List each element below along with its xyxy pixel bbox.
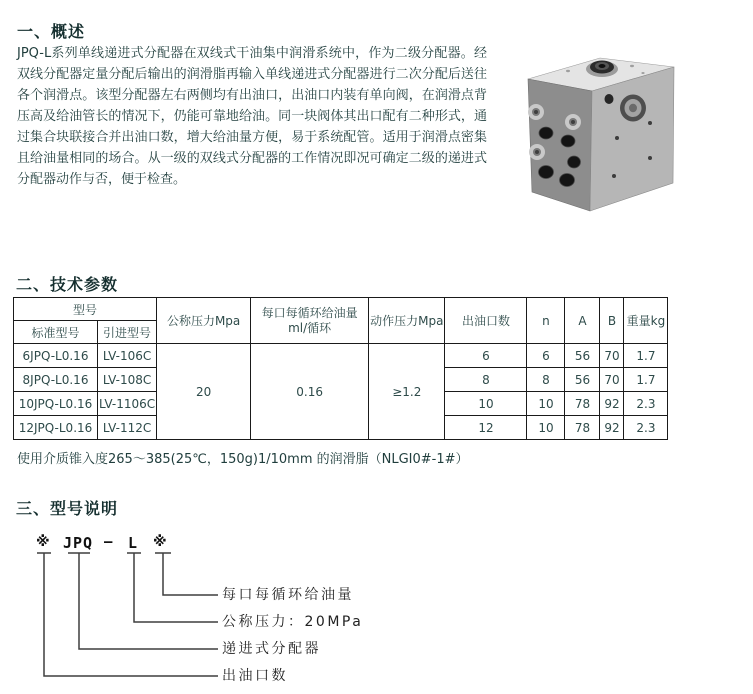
formula-suffix: L [128, 534, 139, 552]
formula-dash: – [104, 534, 113, 550]
block-right-face [590, 67, 674, 211]
cell-weight: 2.3 [624, 392, 668, 416]
cell-a: 78 [565, 416, 600, 440]
cell-b: 92 [600, 392, 624, 416]
col-model-group: 型号 [14, 298, 157, 321]
callout-outlet-count: 出油口数 [222, 668, 288, 684]
cell-b: 70 [600, 344, 624, 368]
col-weight: 重量kg [624, 298, 668, 344]
formula-star-left: ※ [36, 534, 50, 550]
callout-connector-lines [0, 530, 753, 694]
overview-heading: 一、概述 [17, 22, 86, 41]
cell-imported-model: LV-108C [98, 368, 157, 392]
col-outlet-count: 出油口数 [445, 298, 527, 344]
grease-spec-note: 使用介质锥入度265～385(25℃，150g)1/10mm 的润滑脂（NLGI0#-1#） [17, 452, 469, 467]
cell-standard-model: 6JPQ-L0.16 [14, 344, 98, 368]
cell-outlets: 10 [445, 392, 527, 416]
col-a: A [565, 298, 600, 344]
col-standard-model: 标准型号 [14, 321, 98, 344]
cell-standard-model: 12JPQ-L0.16 [14, 416, 98, 440]
formula-star-right: ※ [153, 534, 167, 550]
tech-params-table [13, 297, 668, 440]
cell-n: 10 [527, 416, 565, 440]
formula-code: JPQ [63, 534, 94, 552]
model-code-heading: 三、型号说明 [16, 499, 119, 518]
cell-a: 56 [565, 344, 600, 368]
cell-outlets: 12 [445, 416, 527, 440]
cell-n: 8 [527, 368, 565, 392]
col-nominal-pressure: 公称压力Mpa [157, 298, 251, 344]
tech-params-heading: 二、技术参数 [16, 275, 119, 294]
cell-n: 10 [527, 392, 565, 416]
col-oil-per-cycle-line1: 每口每循环给油量 [261, 305, 358, 320]
callout-oil-per-cycle: 每口每循环给油量 [222, 587, 354, 603]
cell-b: 70 [600, 368, 624, 392]
product-photo [495, 28, 753, 226]
table-row [14, 344, 668, 368]
cell-standard-model: 10JPQ-L0.16 [14, 392, 98, 416]
cell-weight: 1.7 [624, 368, 668, 392]
col-action-pressure: 动作压力Mpa [369, 298, 445, 344]
model-code-diagram [0, 530, 753, 694]
overview-paragraph: JPQ-L系列单线递进式分配器在双线式干油集中润滑系统中，作为二级分配器。经双线分配器定量分配后输出的润滑脂再输入单线递进式分配器进行二次分配后送往各个润滑点。该型分配器左右两侧均有出油口，出油口内装有单向阀，在润滑点背压高及给油管长的情况下，仍能可靠地给油。同一块阀体其出口配有二种形式，通过集合块联接合并出油口数，增大给油量方便，易于系统配管。适用于润滑点密集且给油量相同的场合。从一级的双线式分配器的工作情况即况可确定二级的递进式分配器动作与否，便于检查。 [17, 46, 487, 187]
col-oil-per-cycle-line2: ml/循环 [288, 320, 332, 335]
col-b: B [600, 298, 624, 344]
table-header-row [14, 298, 668, 321]
cell-imported-model: LV-106C [98, 344, 157, 368]
cell-imported-model: LV-1106C [98, 392, 157, 416]
col-imported-model: 引进型号 [98, 321, 157, 344]
cell-action-pressure: ≥1.2 [369, 344, 445, 440]
cell-standard-model: 8JPQ-L0.16 [14, 368, 98, 392]
cell-imported-model: LV-112C [98, 416, 157, 440]
cell-outlets: 8 [445, 368, 527, 392]
callout-nominal-pressure: 公称压力：20MPa [222, 614, 364, 630]
cell-nominal-pressure: 20 [157, 344, 251, 440]
cell-b: 92 [600, 416, 624, 440]
col-oil-per-cycle [251, 298, 369, 344]
callout-progressive-distributor: 递进式分配器 [222, 641, 321, 657]
block-left-face [528, 79, 592, 211]
cell-weight: 1.7 [624, 344, 668, 368]
cell-a: 78 [565, 392, 600, 416]
col-n: n [527, 298, 565, 344]
cell-a: 56 [565, 368, 600, 392]
cell-weight: 2.3 [624, 416, 668, 440]
cell-outlets: 6 [445, 344, 527, 368]
cell-n: 6 [527, 344, 565, 368]
cell-oil-per-cycle: 0.16 [251, 344, 369, 440]
